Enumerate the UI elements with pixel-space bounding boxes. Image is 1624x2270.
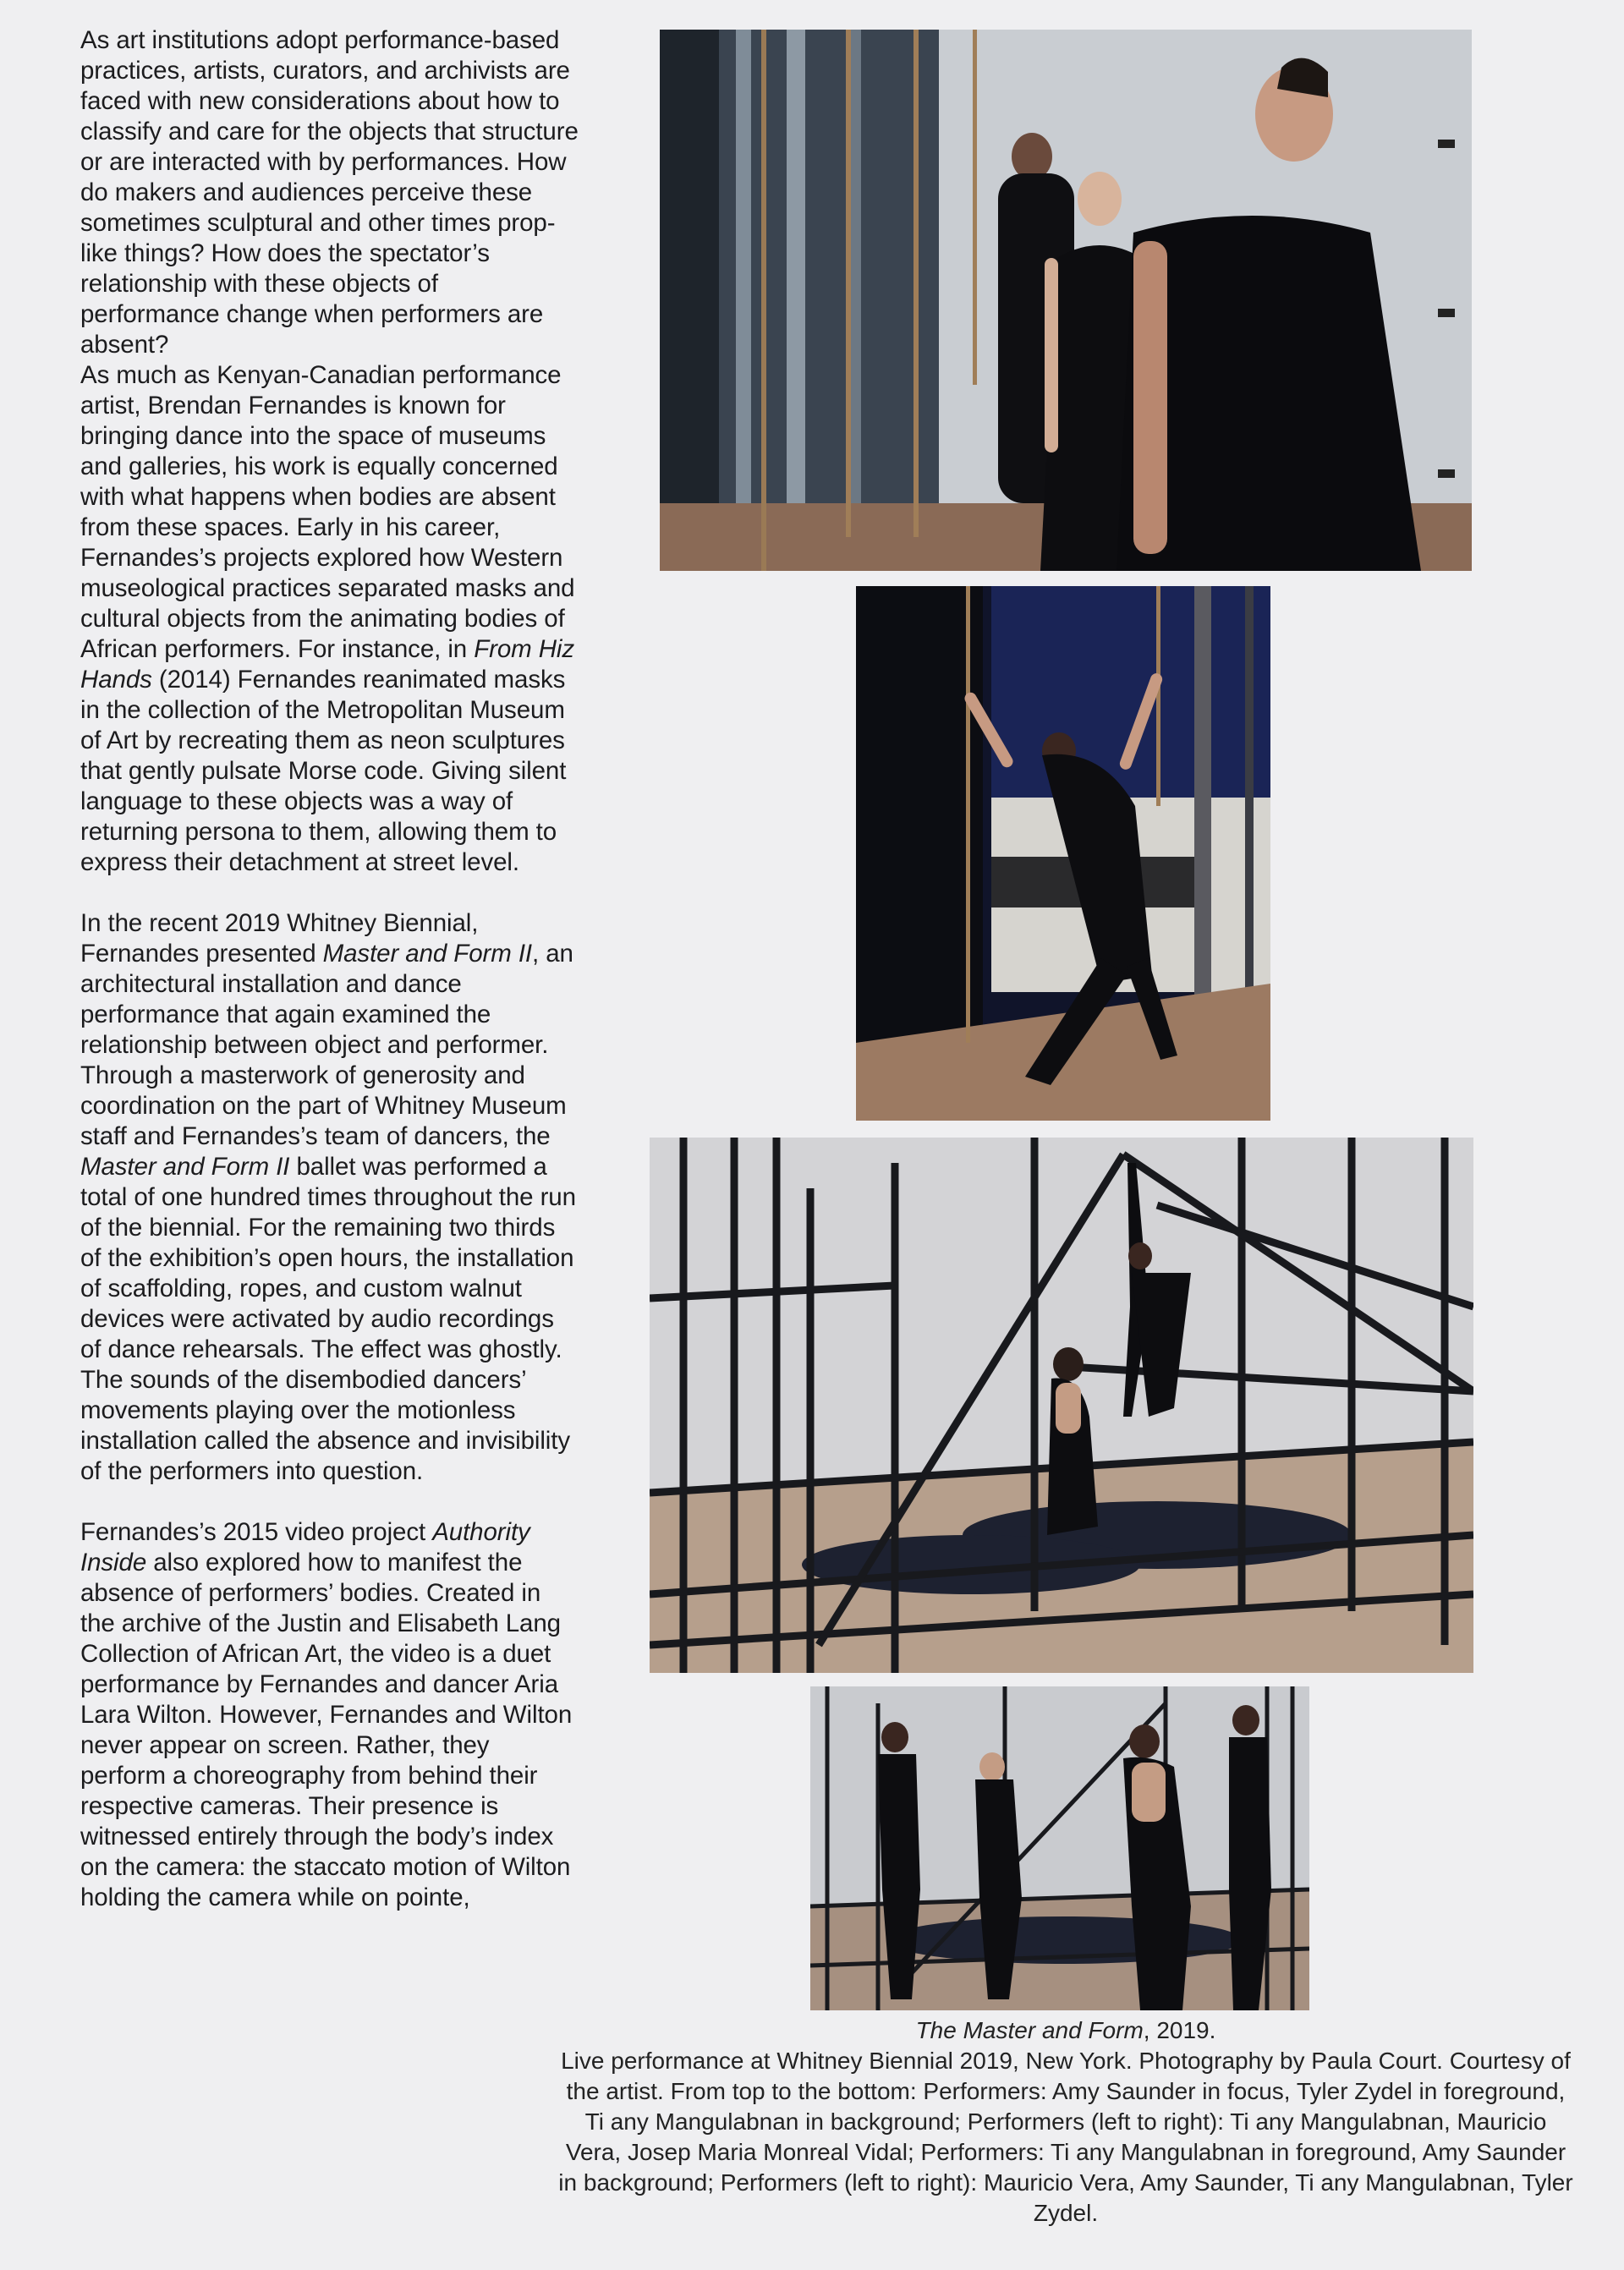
photo-four-dancers	[810, 1686, 1309, 2010]
work-title: From Hiz Hands	[80, 635, 575, 694]
photo-dancers-by-window	[660, 30, 1472, 571]
photo-dancer-with-ropes	[856, 586, 1270, 1121]
work-title: Master and Form II	[80, 1153, 290, 1181]
caption-title-line	[558, 2015, 1573, 2046]
article-paragraph-3: Fernandes’s 2015 video project Authority Inside also explored how to manifest the absence of performers’ bodies. Created in the archive of the Justin and Elisabeth Lang Collection of African Art, the video is a duet performance by Fernandes and dancer Aria Lara Wilton. However, Fernandes and Wilton never appear on screen. Rather, they perform a choreography from behind their respective cameras. Their presence is witnessed entirely through the body’s index on the camera: the staccato motion of Wilton holding the camera while on pointe,	[80, 1518, 573, 1911]
photo-caption	[558, 2015, 1573, 2229]
article-text-column	[80, 25, 579, 1913]
work-title: Master and Form II	[322, 940, 533, 968]
photo-scaffolding-installation	[650, 1138, 1473, 1673]
caption-body: Live performance at Whitney Biennial 2019, New York. Photography by Paula Court. Courtesy of the artist. From top to the bottom: Performers: Amy Saunder in focus, Tyler Zydel in foreground, Ti any Mangulabnan in background; Performers (left to right): Ti any Mangulabnan, Mauricio Vera, Josep Maria Monreal Vidal; Performers: Ti any Mangulabnan in foreground, Amy Saunder in background; Performers (left to right): Mauricio Vera, Amy Saunder, Ti any Mangulabnan, Tyler Zydel.	[558, 2048, 1573, 2226]
article-paragraph-1: As art institutions adopt performance-based practices, artists, curators, and archivists are faced with new considerations about how to classify and care for the objects that structure or are interacted with by performances. How do makers and audiences perceive these sometimes sculptural and other times prop-like things? How does the spectator’s relationship with these objects of performance change when performers are absent? As much as Kenyan-Canadian performance artist, Brendan Fernandes is known for bringing dance into the space of museums and galleries, his work is equally concerned with what happens when bodies are absent from these spaces. Early in his career, Fernandes’s projects explored how Western museological practices separated masks and cultural objects from the animating bodies of African performers. For instance, in From Hiz Hands (2014) Fernandes reanimated masks in the collection of the Metropolitan Museum of Art by recreating them as neon sculptures that gently pulsate Morse code. Giving silent language to these objects was a way of returning persona to them, allowing them to express their detachment at street level.	[80, 26, 579, 876]
caption-title: The Master and Form	[915, 2017, 1144, 2043]
article-paragraph-2: In the recent 2019 Whitney Biennial, Fernandes presented Master and Form II, an architectural installation and dance performance that again examined the relationship between object and performer. Through a masterwork of generosity and coordination on the part of Whitney Museum staff and Fernandes’s team of dancers, the Master and Form II ballet was performed a total of one hundred times throughout the run of the biennial. For the remaining two thirds of the exhibition’s open hours, the installation of scaffolding, ropes, and custom walnut devices were activated by audio recordings of dance rehearsals. The effect was ghostly. The sounds of the disembodied dancers’ movements playing over the motionless installation called the absence and invisibility of the performers into question.	[80, 909, 576, 1485]
caption-year: , 2019.	[1143, 2017, 1216, 2043]
work-title: Authority Inside	[80, 1518, 530, 1576]
